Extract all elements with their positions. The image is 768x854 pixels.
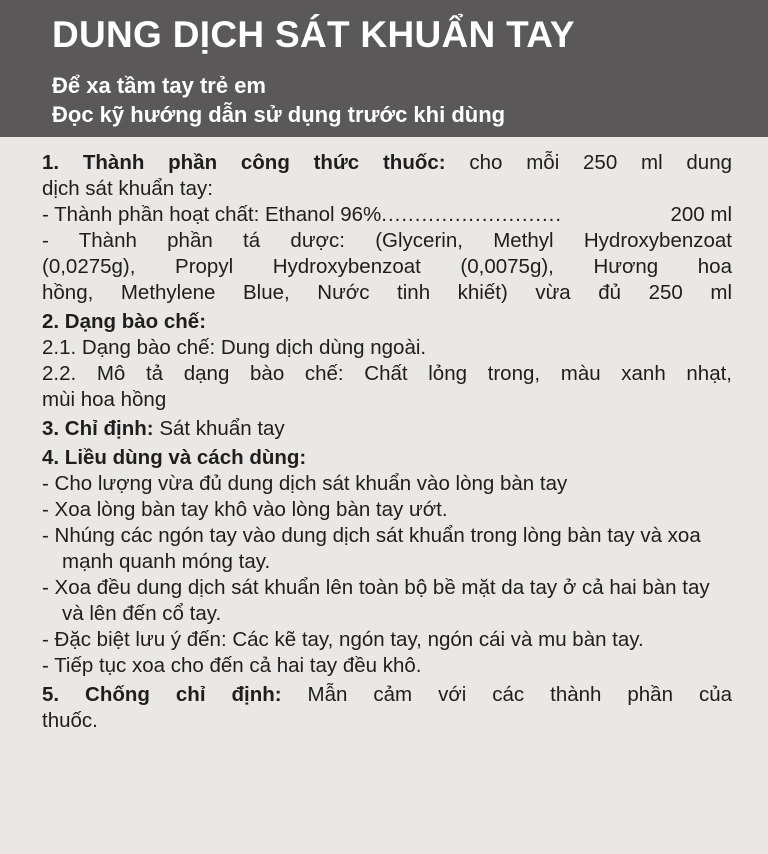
usage-step: - Cho lượng vừa đủ dung dịch sát khuẩn vào lòng bàn tay <box>42 472 568 495</box>
section-3-text: Sát khuẩn tay <box>159 417 285 440</box>
section-2-item-1: 2.1. Dạng bào chế: Dung dịch dùng ngoài. <box>42 336 427 359</box>
section-2-heading: 2. Dạng bào chế: <box>42 310 207 333</box>
section-1-line-1 <box>42 150 732 176</box>
section-3-heading: 3. Chỉ định: <box>42 417 154 440</box>
section-2-item-2-line-1: 2.2. Mô tả dạng bào chế: Chất lỏng trong, màu xanh nhạt, <box>42 362 732 385</box>
active-ingredient-line <box>42 202 732 228</box>
section-5-text-a: Mẫn cảm với các thành phần của <box>307 683 732 706</box>
section-1-intro-b: dịch sát khuẩn tay: <box>42 177 213 200</box>
section-5-heading: 5. Chống chỉ định: <box>42 683 282 706</box>
usage-step: - Xoa lòng bàn tay khô vào lòng bàn tay ướt. <box>42 498 448 521</box>
warning-read-instructions: Đọc kỹ hướng dẫn sử dụng trước khi dùng <box>52 102 506 127</box>
section-2-item-2-line-2: mùi hoa hồng <box>42 388 167 411</box>
excipient-line-3: hồng, Methylene Blue, Nước tinh khiết) vừa đủ 250 ml <box>42 281 732 304</box>
usage-step: - Tiếp tục xoa cho đến cả hai tay đều khô. <box>42 654 422 677</box>
header-banner <box>0 0 768 137</box>
section-4-heading: 4. Liều dùng và cách dùng: <box>42 446 307 469</box>
dotted-leader: ........................... <box>381 203 563 226</box>
section-1-heading: 1. Thành phần công thức thuốc: <box>42 151 446 174</box>
section-5-text-b: thuốc. <box>42 709 98 732</box>
excipient-line-1: - Thành phần tá dược: (Glycerin, Methyl Hydroxybenzoat <box>42 229 732 252</box>
warning-keep-away: Để xa tầm tay trẻ em <box>52 73 266 98</box>
section-3-line <box>42 416 732 442</box>
active-ingredient-label: - Thành phần hoạt chất: Ethanol 96% <box>42 203 382 226</box>
active-ingredient-amount: 200 ml <box>670 203 732 226</box>
section-5-line-1 <box>42 682 732 708</box>
leaflet-body <box>42 150 732 734</box>
usage-step: - Xoa đều dung dịch sát khuẩn lên toàn bộ bề mặt da tay ở cả hai bàn tay và lên đến cổ tay. <box>42 576 710 625</box>
document-title: DUNG DỊCH SÁT KHUẨN TAY <box>52 14 575 55</box>
excipient-line-2: (0,0275g), Propyl Hydroxybenzoat (0,0075g), Hương hoa <box>42 255 732 278</box>
usage-step: - Nhúng các ngón tay vào dung dịch sát khuẩn trong lòng bàn tay và xoa mạnh quanh móng tay. <box>42 524 701 573</box>
section-1-intro-a: cho mỗi 250 ml dung <box>469 151 733 174</box>
usage-step: - Đặc biệt lưu ý đến: Các kẽ tay, ngón tay, ngón cái và mu bàn tay. <box>42 628 644 651</box>
